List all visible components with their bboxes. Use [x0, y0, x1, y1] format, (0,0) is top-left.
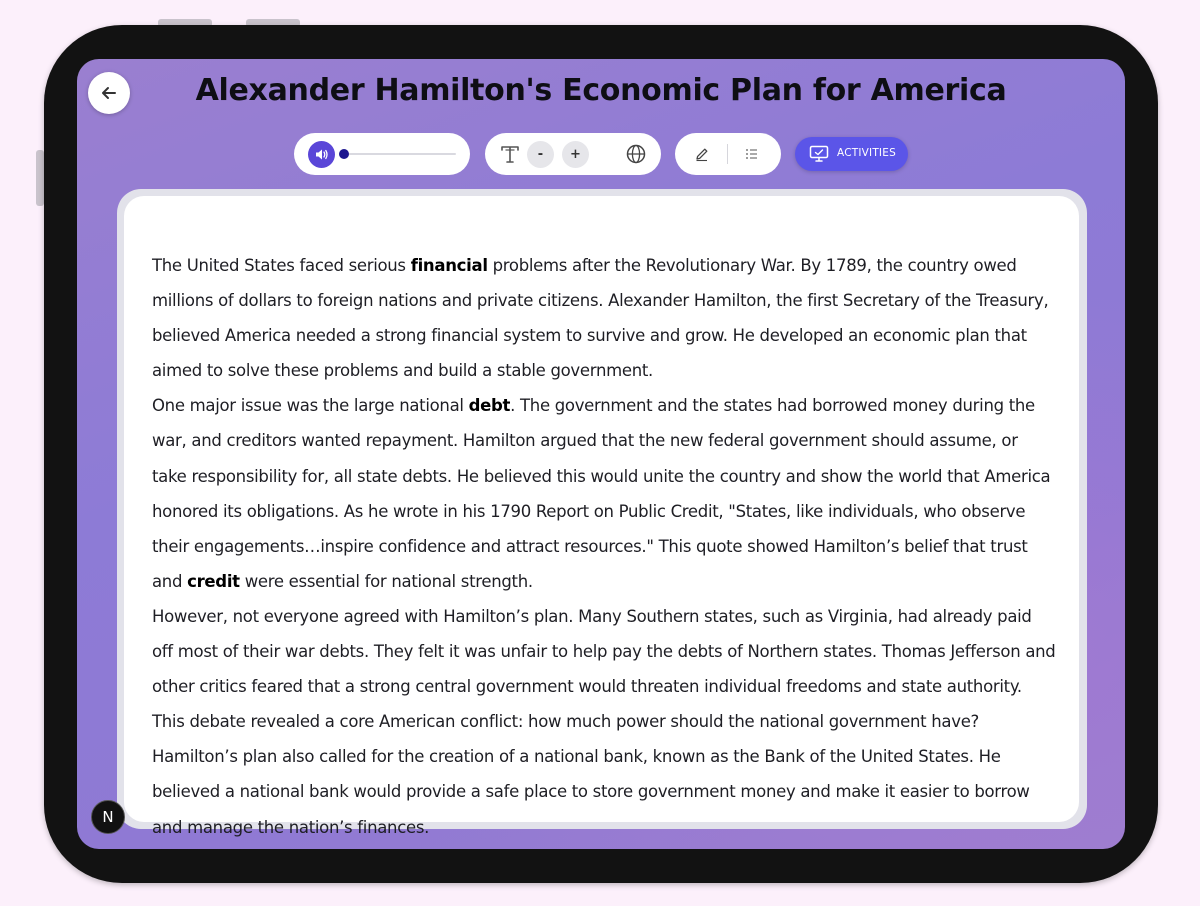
vocabulary-word[interactable]: debt	[468, 396, 511, 416]
article-card-frame	[117, 189, 1087, 837]
article-paragraph	[152, 599, 1057, 739]
article-body	[152, 248, 1057, 845]
article-text: problems after the Revolutionary War. By 1789, the country owed millions of dollars to foreign nations and private citizens. Alexander Hamilton, the first Secretary of the Treasury, believed America needed a strong financial system to survive and grow. He developed an economic plan that aimed to solve these problems and build a stable government.	[152, 256, 1049, 381]
speaker-icon	[314, 147, 329, 162]
article-text: . The government and the states had borrowed money during the war, and creditors wanted repayment. Hamilton argued that the new federal government should assume, or take responsibility for, all state debts. He believed this would unite the country and show the world that America honored its obligations. As he wrote in his 1790 Report on Public Credit, "States, like individuals, who observe their engagements…inspire confidence and attract resources." This quote showed Hamilton’s belief that trust and	[152, 396, 1051, 591]
font-size-icon	[499, 143, 521, 165]
tools-divider	[727, 144, 728, 164]
article-paragraph	[152, 248, 1057, 388]
article-text: were essential for national strength.	[239, 571, 533, 591]
monitor-icon	[809, 145, 829, 163]
pen-icon[interactable]	[694, 146, 710, 162]
article-text: The United States faced serious	[152, 256, 411, 275]
app-badge[interactable]: N	[91, 800, 125, 834]
play-audio-button[interactable]	[308, 141, 335, 168]
audio-progress-slider[interactable]	[344, 153, 456, 155]
globe-icon[interactable]	[625, 143, 647, 165]
article-card[interactable]	[124, 196, 1079, 837]
article-paragraph	[152, 388, 1057, 599]
article-text: One major issue was the large national	[152, 396, 469, 416]
app-screen	[77, 59, 1125, 849]
audio-progress-thumb[interactable]	[339, 149, 349, 159]
audio-player	[294, 133, 470, 175]
vocabulary-word[interactable]: financial	[410, 256, 488, 275]
article-paragraph	[152, 739, 1057, 844]
page-title: Alexander Hamilton's Economic Plan for America	[195, 73, 1007, 108]
annotation-tools	[675, 133, 781, 175]
text-controls	[485, 133, 661, 175]
vocabulary-word[interactable]: credit	[187, 571, 240, 591]
article-text: However, not everyone agreed with Hamilton’s plan. Many Southern states, such as Virginia, had already paid off most of their war debts. They felt it was unfair to help pay the debts of Northern states. Thomas Jefferson and other critics feared that a strong central government would threaten individual freedoms and state authority. This debate revealed a core American conflict: how much power should the national government have?	[152, 606, 1056, 732]
decrease-text-size-button[interactable]: -	[527, 141, 554, 168]
activities-label: ACTIVITIES	[837, 147, 896, 159]
article-text: Hamilton’s plan also called for the creation of a national bank, known as the Bank of the United States. He believed a national bank would provide a safe place to store government money and make it easier to borrow and manage the nation’s finances.	[152, 747, 1030, 837]
increase-text-size-button[interactable]: +	[562, 141, 589, 168]
activities-button[interactable]	[795, 137, 908, 171]
tablet-side-button	[36, 150, 44, 206]
tablet-frame	[44, 25, 1158, 883]
list-icon[interactable]	[744, 146, 760, 162]
